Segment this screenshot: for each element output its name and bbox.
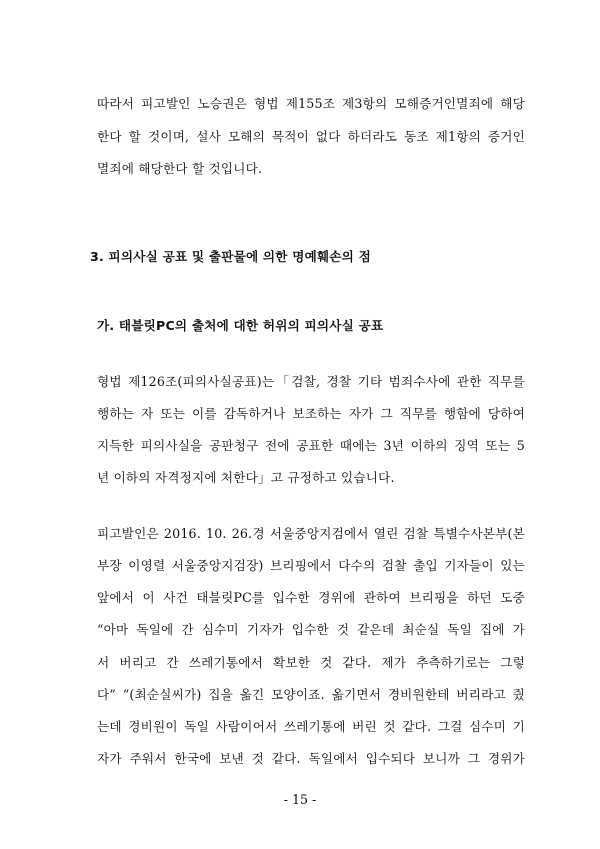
section-heading: 3. 피의사실 공표 및 출판물에 의한 명예훼손의 점 [90, 249, 371, 264]
paragraph-line: 부장 이영렬 서울중앙지검장) 브리핑에서 다수의 검찰 출입 기자들이 있는 [97, 558, 525, 573]
subsection-heading: 가. 태블릿PC의 출처에 대한 허위의 피의사실 공표 [97, 318, 384, 333]
paragraph-line: 형법 제126조(피의사실공표)는「검찰, 경찰 기타 범죄수사에 관한 직무를 [97, 374, 525, 389]
paragraph-line: 다” “(최순실씨가) 집을 옮긴 모양이죠. 옮기면서 경비원한테 버리라고 줬 [97, 687, 525, 702]
paragraph-line: 따라서 피고발인 노승권은 형법 제155조 제3항의 모해증거인멸죄에 해당 [97, 96, 525, 111]
paragraph-line: 는데 경비원이 독일 사람이어서 쓰레기통에 버린 것 같다. 그걸 심수미 기 [97, 719, 525, 734]
paragraph-line: 서 버리고 간 쓰레기통에서 확보한 것 같다. 제가 추측하기로는 그렇 [97, 655, 525, 670]
paragraph-line: 년 이하의 자격정지에 처한다」고 규정하고 있습니다. [97, 470, 395, 485]
paragraph-line: 앞에서 이 사건 태블릿PC를 입수한 경위에 관하여 브리핑을 하던 도중 [97, 590, 525, 605]
paragraph-line: 자가 주워서 한국에 보낸 것 같다. 독일에서 입수되다 보니까 그 경위가 [97, 751, 525, 766]
page-number: - 15 - [283, 792, 317, 807]
paragraph-line: 한다 할 것이며, 설사 모해의 목적이 없다 하더라도 동조 제1항의 증거인 [97, 129, 525, 144]
paragraph-line: 피고발인은 2016. 10. 26.경 서울중앙지검에서 열린 검찰 특별수사본부(본 [97, 526, 525, 541]
paragraph-line: 지득한 피의사실을 공판청구 전에 공표한 때에는 3년 이하의 징역 또는 5 [97, 438, 525, 453]
paragraph-line: “아마 독일에 간 심수미 기자가 입수한 것 같은데 최순실 독일 집에 가 [97, 622, 525, 637]
paragraph-line: 행하는 자 또는 이를 감독하거나 보조하는 자가 그 직무를 행함에 당하여 [97, 406, 525, 421]
paragraph-line: 멸죄에 해당한다 할 것입니다. [97, 161, 263, 176]
